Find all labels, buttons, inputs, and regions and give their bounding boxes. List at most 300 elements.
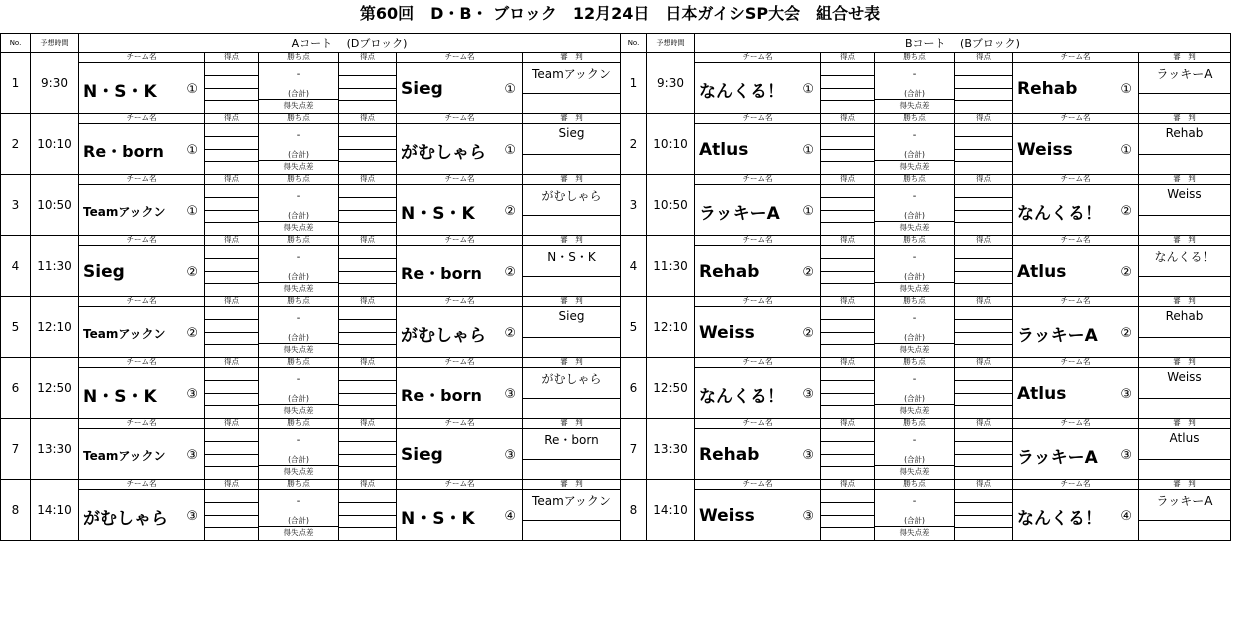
round-marker: ② [504,325,516,341]
score-caption: 得点 [339,296,396,307]
referee-box [523,429,620,479]
referee-caption: 審 判 [523,235,620,246]
away-score-cell[interactable] [339,419,397,480]
score-caption: 得点 [955,296,1012,307]
score-entry-box[interactable] [955,429,1012,479]
goal-diff-label: 得失点差 [259,343,338,356]
referee-name: Re・born [544,433,599,447]
team-name-caption: チーム名 [397,52,522,63]
referee-box [1139,185,1230,235]
match-time-b: 10:10 [647,114,695,175]
away-score-cell[interactable] [339,480,397,541]
match-row [1,480,1231,541]
team-entry [1017,187,1132,235]
score-caption: 得点 [205,296,258,307]
score-entry-box[interactable] [205,429,258,479]
sheet-title: 第60回 D・B・ ブロック 12月24日 日本ガイシSP大会 組合せ表 [359,4,881,23]
win-points-cell[interactable] [259,358,339,419]
team-name-caption: チーム名 [79,479,204,490]
away-score-cell[interactable] [955,419,1013,480]
round-marker: ① [504,142,516,158]
home-score-cell[interactable] [205,480,259,541]
team-entry [1017,309,1132,357]
score-caption: 得点 [205,235,258,246]
win-points-cell[interactable] [259,114,339,175]
referee-caption: 審 判 [523,174,620,185]
round-marker: ① [802,203,814,219]
score-entry-box[interactable] [955,368,1012,418]
win-dash: - [912,69,917,80]
referee-cell [523,114,621,175]
score-entry-box[interactable] [339,490,396,540]
win-points-cell[interactable] [875,236,955,297]
match-number-b: 2 [621,114,647,175]
team-name-caption: チーム名 [1013,296,1138,307]
score-caption: 得点 [821,235,874,246]
round-marker: ② [1120,264,1132,280]
team-name: N・S・K [83,386,157,407]
win-points-cell[interactable] [259,297,339,358]
referee-cell [523,53,621,114]
referee-caption: 審 判 [523,296,620,307]
team-name-caption: チーム名 [79,174,204,185]
score-entry-box[interactable] [955,246,1012,296]
team-entry [83,248,198,296]
team-name: ラッキーA [1017,325,1098,346]
score-entry-box[interactable] [339,185,396,235]
goal-diff-label: 得失点差 [875,99,954,112]
score-entry-box[interactable] [339,429,396,479]
win-dash: - [912,191,917,202]
team-name: ラッキーA [1017,447,1098,468]
referee-box [523,63,620,113]
score-entry-box[interactable] [339,63,396,113]
team-name: Re・born [401,385,482,405]
home-score-cell[interactable] [821,236,875,297]
score-caption: 得点 [821,52,874,63]
match-time: 14:10 [31,480,79,541]
round-marker: ① [1120,142,1132,158]
team-name: Weiss [699,506,755,526]
home-score-cell[interactable] [821,297,875,358]
score-entry-box[interactable] [955,490,1012,540]
win-points-cell[interactable] [875,53,955,114]
referee-cell [523,419,621,480]
home-score-cell[interactable] [821,114,875,175]
round-marker: ③ [186,508,198,524]
home-score-cell[interactable] [821,175,875,236]
goal-diff-label: 得失点差 [875,282,954,295]
referee-box [1139,124,1230,174]
match-row [1,53,1231,114]
team-entry [83,126,198,174]
away-team-cell [1013,175,1139,236]
team-name: がむしゃら [401,142,486,163]
match-time: 13:30 [31,419,79,480]
score-entry-box[interactable] [339,246,396,296]
team-name-caption: チーム名 [695,174,820,185]
win-points-box[interactable] [259,53,338,113]
round-marker: ② [504,264,516,280]
match-time-b: 12:50 [647,358,695,419]
win-points-box[interactable] [259,358,338,418]
referee-cell [1139,236,1231,297]
away-score-cell[interactable] [955,480,1013,541]
total-label: (合計) [904,394,925,403]
away-team-cell [1013,114,1139,175]
home-team-cell [79,236,205,297]
team-entry [83,65,198,113]
win-points-caption: 勝ち点 [875,52,954,63]
away-team-cell [1013,53,1139,114]
referee-name: なんくる！ [1154,250,1215,264]
win-points-cell[interactable] [875,419,955,480]
referee-caption: 審 判 [1139,418,1230,429]
home-score-cell[interactable] [205,236,259,297]
win-points-cell[interactable] [259,480,339,541]
match-time: 9:30 [31,53,79,114]
home-team-cell [695,297,821,358]
referee-caption: 審 判 [523,113,620,124]
referee-caption: 審 判 [523,357,620,368]
win-points-box[interactable] [259,480,338,540]
team-entry [401,370,516,418]
score-entry-box[interactable] [955,63,1012,113]
win-points-caption: 勝ち点 [875,235,954,246]
match-time-b: 12:10 [647,297,695,358]
total-label: (合計) [904,89,925,98]
away-score-cell[interactable] [339,114,397,175]
win-points-box[interactable] [875,175,954,235]
away-team-cell [397,53,523,114]
score-entry-box[interactable] [205,490,258,540]
score-caption: 得点 [339,174,396,185]
score-caption: 得点 [955,113,1012,124]
win-points-cell[interactable] [259,175,339,236]
win-dash: - [296,435,301,446]
score-entry-box[interactable] [821,185,874,235]
score-caption: 得点 [205,479,258,490]
referee-name: Weiss [1167,187,1202,201]
goal-diff-label: 得失点差 [259,160,338,173]
team-name-caption: チーム名 [79,296,204,307]
win-points-cell[interactable] [875,297,955,358]
match-number: 7 [1,419,31,480]
score-entry-box[interactable] [821,429,874,479]
team-name: Weiss [699,323,755,343]
win-points-caption: 勝ち点 [875,357,954,368]
home-team-cell [695,236,821,297]
win-dash: - [296,191,301,202]
away-score-cell[interactable] [955,236,1013,297]
win-dash: - [296,252,301,263]
team-name: Teamアックン [83,204,166,219]
referee-name: ラッキーA [1156,494,1213,508]
match-number-b: 4 [621,236,647,297]
score-entry-box[interactable] [205,246,258,296]
match-time: 10:10 [31,114,79,175]
schedule-table [0,33,1231,541]
win-points-box[interactable] [875,53,954,113]
home-team-cell [79,480,205,541]
total-label: (合計) [288,272,309,281]
referee-name: がむしゃら [541,372,602,386]
team-entry [1017,65,1132,113]
win-points-box[interactable] [259,236,338,296]
team-name-caption: チーム名 [397,235,522,246]
team-name: Atlus [1017,384,1067,404]
team-entry [699,126,814,174]
home-team-cell [695,53,821,114]
home-team-cell [79,53,205,114]
win-dash: - [296,69,301,80]
team-entry [83,431,198,479]
round-marker: ② [504,203,516,219]
match-time: 11:30 [31,236,79,297]
referee-name: がむしゃら [541,189,602,203]
referee-caption: 審 判 [523,479,620,490]
win-points-box[interactable] [875,297,954,357]
win-points-box[interactable] [875,358,954,418]
referee-cell [1139,53,1231,114]
round-marker: ① [186,81,198,97]
score-entry-box[interactable] [821,307,874,357]
win-points-box[interactable] [875,236,954,296]
score-entry-box[interactable] [205,63,258,113]
match-number-b: 8 [621,480,647,541]
match-number: 5 [1,297,31,358]
win-points-box[interactable] [259,297,338,357]
home-score-cell[interactable] [205,114,259,175]
total-label: (合計) [288,455,309,464]
round-marker: ④ [504,508,516,524]
referee-box [1139,246,1230,296]
score-entry-box[interactable] [955,185,1012,235]
win-dash: - [296,374,301,385]
referee-box [523,490,620,540]
score-entry-box[interactable] [339,368,396,418]
home-score-cell[interactable] [205,175,259,236]
referee-name: Teamアックン [532,494,611,508]
home-score-cell[interactable] [205,297,259,358]
away-score-cell[interactable] [955,297,1013,358]
away-team-cell [397,297,523,358]
referee-cell [523,297,621,358]
referee-cell [523,358,621,419]
referee-name: N・S・K [547,250,596,264]
team-entry [1017,248,1132,296]
team-name-caption: チーム名 [79,235,204,246]
win-points-box[interactable] [875,419,954,479]
match-time: 12:10 [31,297,79,358]
team-name: N・S・K [83,81,157,102]
score-entry-box[interactable] [821,490,874,540]
away-team-cell [397,236,523,297]
win-dash: - [912,130,917,141]
team-entry [699,309,814,357]
score-caption: 得点 [955,418,1012,429]
team-name: N・S・K [401,203,475,224]
away-team-cell [1013,419,1139,480]
away-score-cell[interactable] [339,358,397,419]
score-caption: 得点 [821,174,874,185]
home-score-cell[interactable] [821,480,875,541]
referee-cell [1139,358,1231,419]
referee-caption: 審 判 [1139,52,1230,63]
match-number: 2 [1,114,31,175]
team-entry [1017,126,1132,174]
team-name-caption: チーム名 [1013,174,1138,185]
referee-caption: 審 判 [523,418,620,429]
away-team-cell [397,419,523,480]
score-caption: 得点 [821,296,874,307]
team-name: ラッキーA [699,203,780,224]
team-name-caption: チーム名 [397,113,522,124]
score-entry-box[interactable] [339,307,396,357]
home-score-cell[interactable] [205,419,259,480]
match-number: 6 [1,358,31,419]
referee-cell [1139,175,1231,236]
referee-name: Rehab [1165,309,1204,323]
team-entry [699,248,814,296]
round-marker: ③ [504,386,516,402]
team-name: Teamアックン [83,448,166,463]
home-score-cell[interactable] [205,53,259,114]
referee-box [523,124,620,174]
win-points-box[interactable] [259,175,338,235]
match-number-b: 7 [621,419,647,480]
win-points-box[interactable] [259,114,338,174]
home-team-cell [79,175,205,236]
team-entry [401,309,516,357]
team-name: Atlus [1017,262,1067,282]
score-entry-box[interactable] [955,307,1012,357]
score-entry-box[interactable] [821,124,874,174]
away-score-cell[interactable] [339,297,397,358]
team-name: Rehab [1017,79,1078,99]
score-caption: 得点 [955,52,1012,63]
win-points-cell[interactable] [875,175,955,236]
away-score-cell[interactable] [339,53,397,114]
score-entry-box[interactable] [339,124,396,174]
referee-box [523,185,620,235]
score-entry-box[interactable] [205,185,258,235]
win-points-cell[interactable] [875,480,955,541]
score-entry-box[interactable] [205,124,258,174]
round-marker: ③ [802,508,814,524]
referee-cell [1139,419,1231,480]
team-entry [401,187,516,235]
score-entry-box[interactable] [205,307,258,357]
referee-name: Rehab [1165,126,1204,140]
home-score-cell[interactable] [205,358,259,419]
team-entry [83,492,198,540]
win-points-cell[interactable] [875,114,955,175]
win-points-box[interactable] [875,480,954,540]
referee-name: Teamアックン [532,67,611,81]
court-a-header: Aコート (Dブロック) [79,34,621,53]
home-score-cell[interactable] [821,419,875,480]
away-score-cell[interactable] [955,175,1013,236]
score-caption: 得点 [339,479,396,490]
referee-cell [523,175,621,236]
away-team-cell [1013,297,1139,358]
referee-caption: 審 判 [1139,357,1230,368]
score-caption: 得点 [339,357,396,368]
header-row [1,34,1231,53]
win-dash: - [912,496,917,507]
team-name: なんくる！ [699,386,784,407]
goal-diff-label: 得失点差 [259,526,338,539]
score-entry-box[interactable] [821,246,874,296]
match-number: 1 [1,53,31,114]
team-name: なんくる！ [699,81,784,102]
referee-name: Sieg [558,126,585,140]
score-caption: 得点 [821,113,874,124]
win-dash: - [912,374,917,385]
team-name-caption: チーム名 [695,479,820,490]
match-number: 4 [1,236,31,297]
score-entry-box[interactable] [821,63,874,113]
total-label: (合計) [288,150,309,159]
win-points-box[interactable] [875,114,954,174]
match-row [1,114,1231,175]
round-marker: ③ [802,386,814,402]
referee-caption: 審 判 [1139,235,1230,246]
match-time: 12:50 [31,358,79,419]
referee-caption: 審 判 [1139,174,1230,185]
win-points-cell[interactable] [259,53,339,114]
win-points-caption: 勝ち点 [259,418,338,429]
team-name: なんくる！ [1017,508,1102,529]
away-score-cell[interactable] [955,53,1013,114]
away-score-cell[interactable] [339,236,397,297]
team-name: がむしゃら [83,508,168,529]
team-name-caption: チーム名 [695,357,820,368]
match-time-b: 11:30 [647,236,695,297]
team-entry [699,431,814,479]
score-entry-box[interactable] [821,368,874,418]
score-entry-box[interactable] [205,368,258,418]
match-row [1,419,1231,480]
referee-name: Atlus [1169,431,1200,445]
match-time-b: 13:30 [647,419,695,480]
win-points-cell[interactable] [259,419,339,480]
away-score-cell[interactable] [955,358,1013,419]
home-score-cell[interactable] [821,358,875,419]
score-caption: 得点 [339,52,396,63]
win-points-caption: 勝ち点 [259,52,338,63]
win-points-cell[interactable] [875,358,955,419]
score-entry-box[interactable] [955,124,1012,174]
win-dash: - [296,313,301,324]
referee-caption: 審 判 [1139,296,1230,307]
team-name-caption: チーム名 [1013,418,1138,429]
round-marker: ① [186,203,198,219]
win-dash: - [912,252,917,263]
win-points-caption: 勝ち点 [875,418,954,429]
win-points-cell[interactable] [259,236,339,297]
home-score-cell[interactable] [821,53,875,114]
total-label: (合計) [288,394,309,403]
referee-name: Sieg [558,309,585,323]
win-points-box[interactable] [259,419,338,479]
away-score-cell[interactable] [339,175,397,236]
court-b-header: Bコート (Bブロック) [695,34,1231,53]
score-caption: 得点 [205,52,258,63]
away-score-cell[interactable] [955,114,1013,175]
referee-caption: 審 判 [1139,113,1230,124]
